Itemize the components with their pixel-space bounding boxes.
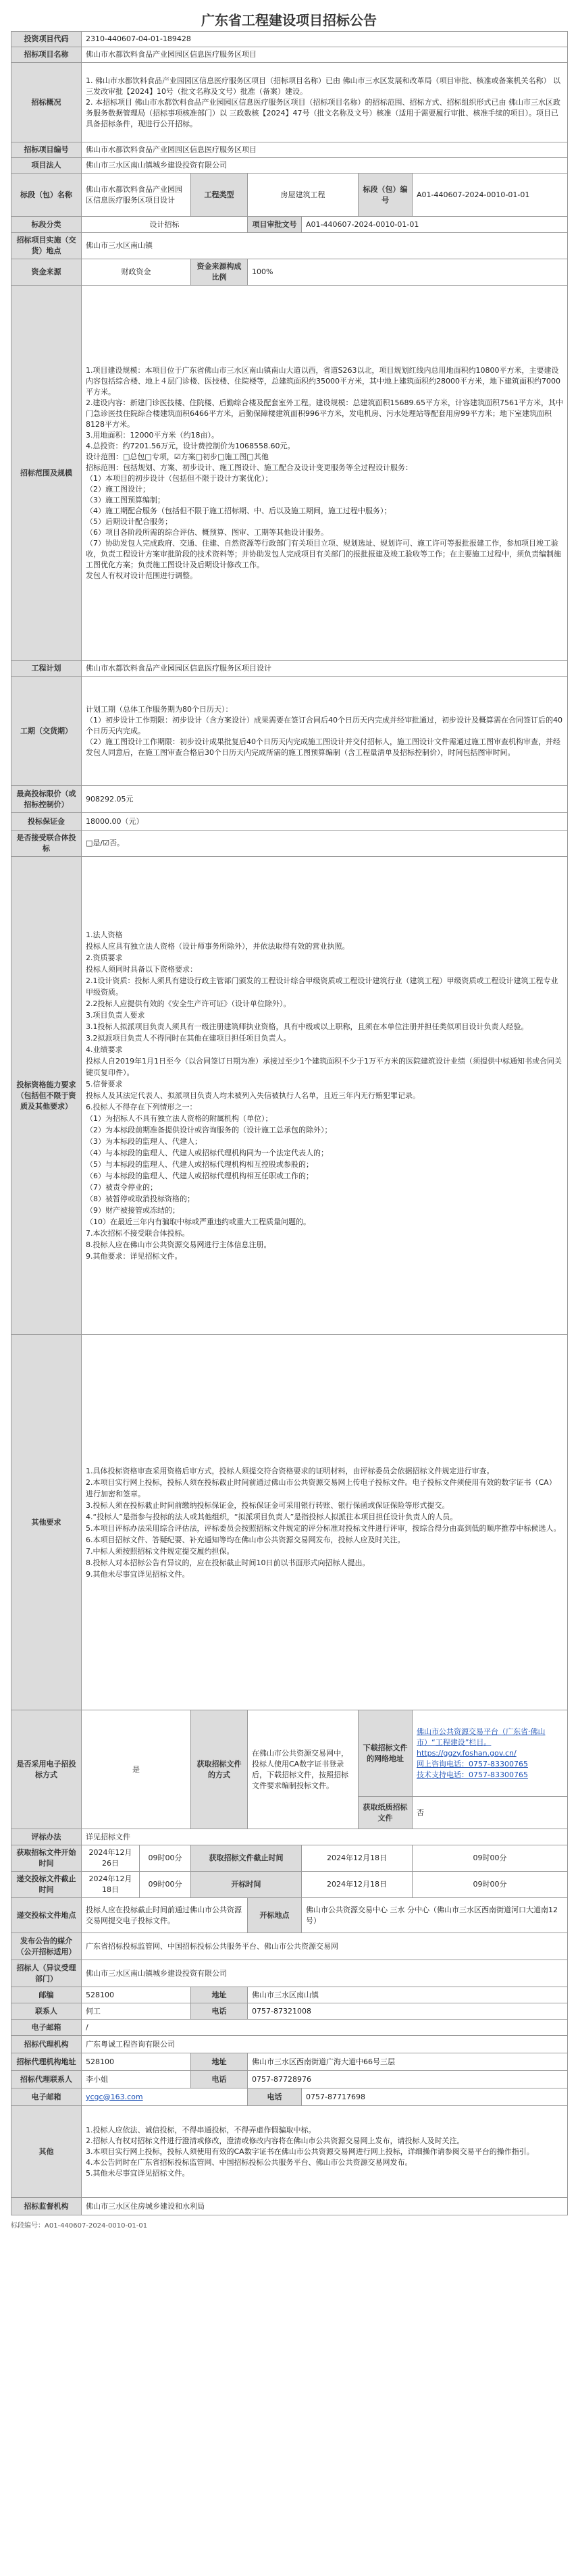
value-a-addr: 佛山市三水区西南街道广海大道中66号三层 [248,2053,568,2071]
page-title: 广东省工程建设项目招标公告 [201,12,377,28]
label-agent-contact: 招标代理联系人 [11,2071,82,2088]
label-tenderer: 招标人（异议受理部门） [11,1960,82,1987]
label-platform: 获取招标文件的方式 [191,1710,248,1829]
value-scope: 1.项目建设规模：本项目位于广东省佛山市三水区南山镇南山大道以西，省道S263以北，项目规划红线内总用地面积约10800平方米，主要建设内容包括综合楼、地上４层门诊楼、医技楼、住院楼等，总建筑面积约35000平方米，其中地上建筑面积约28000平方米，地下建筑面积约7000平方米。 2.建设内容：新建门诊医技楼、住院楼、后勤综合楼及配套室外工程。建设规模：总建筑面积15689.65平方米，计容建筑面积7561平方米，其中门急诊医技住院综合楼建筑面积6466平方米，后勤保障楼建筑面积996平方米，发电机房、污水处理站等配套用房99平方米；地下室建筑面积8128平方米。 3.用地面积：12000平方米（约18亩）。 4.总投资：约7201.56万元，设计费控制价为1068558.60元。 设计范围：□总包□专项，☑方案□初步□施工图□其他 招标范围：包括规划、方案、初步设计、施工图设计、施工配合及设计变更服务等全过程设计服务： （1）本项目的初步设计（包括但不限于设计方案优化）； （2）施工图设计； （3）施工图预算编制； （4）施工期配合服务（包括但不限于施工招标期、中、后以及施工期间，施工过程中服务）； （5）后期设计配合服务； （6）项目各阶段所需的综合评估、概预算、图审、工期等其他设计服务。 （7）协助发包人完成政府、交通、住建、自然资源等行政部门有关项目立项、规划选址、规划许可、施工许可等报批报建工作，参加项目竣工验收，负责工程设计方案审批阶段的技术资料等；并协助发包人完成项目有关部门的报批报建及竣工验收等工作；在主要施工过程中，须负责编制施工图优化方案；负责施工图设计及后期设计修改工作。 发包人有权对设计范围进行调整。 [82,286,568,661]
row-qualification [11,857,568,1335]
label-period: 工期（交货期） [11,677,82,786]
value-plan: 佛山市水都饮料食品产业园园区信息医疗服务区项目设计 [82,661,568,677]
label-t-addr: 地址 [191,1987,248,2003]
label-location: 招标项目实施（交货）地点 [11,233,82,259]
label-download: 下载招标文件的网络地址 [359,1710,413,1797]
value-seg-code: A01-440607-2024-0010-01-01 [413,174,568,217]
row-project-name [11,47,568,63]
row-address [11,1898,568,1933]
value-joint: □是/☑否。 [82,831,568,857]
row-doc-time [11,1845,568,1872]
value-download [413,1710,568,1797]
value-a-tel2: 0757-87717698 [302,2088,568,2106]
value-project-name: 佛山市水都饮料食品产业园园区信息医疗服务区项目 [82,47,568,63]
label-content-type: 工程类型 [191,174,248,217]
value-exempt: 佛山市水都饮料食品产业园园区信息医疗服务区项目 [82,142,568,158]
row-agent [11,2036,568,2053]
label-approval: 项目审批文号 [248,217,302,233]
value-content-type: 房屋建筑工程 [248,174,359,217]
label-t-zip: 邮编 [11,1987,82,2003]
value-approval: A01-440607-2024-0010-01-01 [302,217,568,233]
value-bid-open-time: 09时00分 [413,1872,568,1898]
label-a-addr: 地址 [191,2053,248,2071]
label-seg-name: 标段（包）名称 [11,174,82,217]
value-other: 1.具体投标资格审查采用资格后审方式，投标人须提交符合资格要求的证明材料，由评标委员会依据招标文件规定进行审查。 2.本项目实行网上投标，投标人须在投标截止时间前通过佛山市公共资源交易网上传电子投标文件。电子投标文件须使用有效的数字证书（CA）进行加密和签章。 3.投标人须在投标截止时间前缴纳投标保证金，投标保证金可采用银行转账、银行保函或保证保险等形式提交。 4.“投标人”是指参与投标的法人或其他组织，“拟派项目负责人”是指投标人拟派往本项目担任设计负责人的人员。 5.本项目评标办法采用综合评估法，评标委员会按照招标文件规定的评分标准对投标文件进行评审，按综合得分由高到低的顺序推荐中标候选人。 6.本项目招标文件、答疑纪要、补充通知等均在佛山市公共资源交易网发布，投标人应及时关注。 7.中标人须按照招标文件规定提交履约担保。 8.投标人对本招标公告有异议的，应在投标截止时间10日前以书面形式向招标人提出。 9.其他未尽事宜详见招标文件。 [82,1335,568,1710]
row-scope [11,286,568,661]
value-agent: 广东粤诚工程咨询有限公司 [82,2036,568,2053]
label-budget: 最高投标限价（或招标控制价） [11,786,82,813]
footer-code: 标段编号：A01-440607-2024-0010-01-01 [11,2222,148,2230]
label-overview: 招标概况 [11,63,82,142]
value-notes: 1.投标人应依法、诚信投标，不得串通投标，不得弄虚作假骗取中标。 2.招标人有权对招标文件进行澄清或修改，澄清或修改内容将在佛山市公共资源交易网上发布，请投标人及时关注。 3.本项目实行网上投标，投标人须使用有效的CA数字证书在佛山市公共资源交易网进行网上投标，详细操作请参阅交易平台的操作指引。 4.本公告同时在广东省招标投标监管网、中国招标投标公共服务平台、佛山市公共资源交易网发布。 5.其他未尽事宜详见招标文件。 [82,2106,568,2198]
row-exempt [11,142,568,158]
row-eval [11,1829,568,1845]
value-t-email: / [82,2020,568,2036]
label-t-phone: 电话 [191,2003,248,2020]
row-overview [11,63,568,142]
label-project-name: 招标项目名称 [11,47,82,63]
label-doc-end: 获取招标文件截止时间 [191,1845,302,1872]
row-location [11,233,568,259]
value-a-phone: 0757-87728976 [248,2071,568,2088]
value-media: 广东省招标投标监管网、中国招标投标公共服务平台、佛山市公共资源交易网 [82,1933,568,1960]
row-budget [11,786,568,813]
notice-table [11,31,568,2215]
label-open-addr: 开标地点 [248,1898,302,1933]
row-tenderer-contact [11,2003,568,2020]
row-eprocure [11,1710,568,1797]
label-t-contact: 联系人 [11,2003,82,2020]
value-eprocure: 是 [82,1710,191,1829]
value-budget: 908292.05元 [82,786,568,813]
row-media [11,1933,568,1960]
row-period [11,677,568,786]
value-supervisor: 佛山市三水区住房城乡建设和水利局 [82,2198,568,2215]
value-a-zip: 528100 [82,2053,191,2071]
value-bid-addr: 投标人应在投标截止时间前通过佛山市公共资源交易网提交电子投标文件。 [82,1898,248,1933]
label-agent-addr: 招标代理机构地址 [11,2053,82,2071]
value-eval: 详见招标文件 [82,1829,568,1845]
value-t-phone: 0757-87321008 [248,2003,568,2020]
row-tenderer [11,1960,568,1987]
value-doc-start-time: 09时00分 [140,1845,191,1872]
row-notes [11,2106,568,2198]
row-tenderer-zip [11,1987,568,2003]
value-t-contact: 何工 [82,2003,191,2020]
label-schedule: 标段分类 [11,217,82,233]
label-notes: 其他 [11,2106,82,2198]
row-agent-email [11,2088,568,2106]
label-joint: 是否接受联合体投标 [11,831,82,857]
row-agent-contact [11,2071,568,2088]
value-t-zip: 528100 [82,1987,191,2003]
value-project-code: 2310-440607-04-01-189428 [82,32,568,47]
label-bid-end: 递交投标文件截止时间 [11,1872,82,1898]
label-agent: 招标代理机构 [11,2036,82,2053]
row-joint [11,831,568,857]
row-agent-addr [11,2053,568,2071]
value-bid-end-date: 2024年12月18日 [82,1872,140,1898]
label-fund-source: 资金来源 [11,259,82,286]
label-bid-addr: 递交投标文件地点 [11,1898,82,1933]
download-link[interactable]: 佛山市公共资源交易平台（广东省·佛山市）“工程建设”栏目。 https://ggzy.foshan.gov.cn/ 网上咨询电话：0757-83300765 技术支持电话：0757-83300765 [417,1727,546,1779]
label-exempt: 招标项目编号 [11,142,82,158]
value-location: 佛山市三水区南山镇 [82,233,568,259]
agent-email-link[interactable]: ycgc@163.com [86,2092,143,2101]
label-supervisor: 招标监督机构 [11,2198,82,2215]
value-fund-source: 财政资金 [82,259,191,286]
label-qualification: 投标资格能力要求（包括但不限于资质及其他要求） [11,857,82,1335]
row-project-code [11,32,568,47]
value-bid-end-time: 09时00分 [140,1872,191,1898]
label-a-phone: 电话 [191,2071,248,2088]
row-supervisor [11,2198,568,2215]
label-bid-open: 开标时间 [191,1872,302,1898]
value-open-addr: 佛山市公共资源交易中心 三水 分中心（佛山市三水区西南街道河口大道南12号） [302,1898,568,1933]
label-doc-start: 获取招标文件开始时间 [11,1845,82,1872]
row-owner [11,158,568,174]
row-plan [11,661,568,677]
label-paper: 获取纸质招标文件 [359,1797,413,1829]
value-doc-start-date: 2024年12月26日 [82,1845,140,1872]
value-fund-ratio: 100% [248,259,568,286]
value-overview: 1. 佛山市水都饮料食品产业园园区信息医疗服务区项目（招标项目名称）已由 佛山市三水区发展和改革局（项目审批、核准或备案机关名称） 以 三发改审批【2024】10号（批文名称及文号）批准（备案）建设。 2. 本招标项目 佛山市水都饮料食品产业园园区信息医疗服务区项目（招标项目名称）的招标范围、招标方式、招标组织形式已由 佛山市三水区政务服务数据管理局（招标事项核准部门）以 三政数核【2024】47号（批文名称及文号）核准（适用于需要履行审批、核准手续的项目）。项目已具备招标条件，现进行公开招标。 [82,63,568,142]
value-a-contact: 李小姐 [82,2071,191,2088]
value-t-addr: 佛山市三水区南山镇 [248,1987,568,2003]
label-eval: 评标办法 [11,1829,82,1845]
label-owner: 项目法人 [11,158,82,174]
row-tenderer-email [11,2020,568,2036]
label-a-email: 电子邮箱 [11,2088,82,2106]
value-platform: 在佛山市公共资源交易网中，投标人使用CA数字证书登录后，下载招标文件，按照招标文件要求编制投标文件。 [248,1710,359,1829]
row-guarantee [11,813,568,831]
value-period: 计划工期（总体工作服务期为80个日历天）： （1）初步设计工作期限：初步设计（含方案设计）成果需要在签订合同后40个日历天内完成并经审批通过，初步设计及概算需在合同签订后的40个日历天内完成。 （2）施工图设计工作期限：初步设计成果批复后40个日历天内完成施工图设计并交付招标人，施工图设计文件需通过施工图审查机构审查，并经发包人同意后，在施工图审查合格后30个日历天内完成所需的施工图预算编制（含工程量清单及招标控制价），时间包括图审时间。 [82,677,568,786]
label-plan: 工程计划 [11,661,82,677]
value-paper: 否 [413,1797,568,1829]
value-doc-end-date: 2024年12月18日 [302,1845,413,1872]
label-scope: 招标范围及规模 [11,286,82,661]
value-doc-end-time: 09时00分 [413,1845,568,1872]
row-schedule [11,217,568,233]
label-eprocure: 是否采用电子招投标方式 [11,1710,82,1829]
row-bid-time [11,1872,568,1898]
label-media: 发布公告的媒介（公开招标适用） [11,1933,82,1960]
value-schedule-type: 设计招标 [82,217,248,233]
value-qualification: 1.法人资格 投标人应具有独立法人资格（设计师事务所除外），并依法取得有效的营业执照。 2.资质要求 投标人须同时具备以下资格要求： 2.1设计资质：投标人须具有建设行政主管部门颁发的工程设计综合甲级资质或工程设计建筑行业（建筑工程）甲级资质或工程设计建筑工程专业甲级资质。 2.2投标人应提供有效的《安全生产许可证》（设计单位除外）。 3.项目负责人要求 3.1投标人拟派项目负责人须具有一级注册建筑师执业资格，具有中级或以上职称，且须在本单位注册并担任类似项目设计负责人经验。 3.2拟派项目负责人不得同时在其他在建项目担任项目负责人。 4.业绩要求 投标人自2019年1月1日至今（以合同签订日期为准）承接过至少1个建筑面积不少于1万平方米的医院建筑设计业绩（须提供中标通知书或合同关键页复印件）。 5.信誉要求 投标人及其法定代表人、拟派项目负责人均未被列入失信被执行人名单，且近三年内无行贿犯罪记录。 6.投标人不得存在下列情形之一： （1）为招标人不具有独立法人资格的附属机构（单位）； （2）为本标段前期准备提供设计或咨询服务的（设计施工总承包的除外）； （3）为本标段的监理人、代建人； （4）与本标段的监理人、代建人或招标代理机构同为一个法定代表人的； （5）与本标段的监理人、代建人或招标代理机构相互控股或参股的； （6）与本标段的监理人、代建人或招标代理机构相互任职或工作的； （7）被责令停业的； （8）被暂停或取消投标资格的； （9）财产被接管或冻结的； （10）在最近三年内有骗取中标或严重违约或重大工程质量问题的。 7.本次招标不接受联合体投标。 8.投标人应在佛山市公共资源交易网进行主体信息注册。 9.其他要求：详见招标文件。 [82,857,568,1335]
label-project-code: 投资项目代码 [11,32,82,47]
value-tenderer: 佛山市三水区南山镇城乡建设投资有限公司 [82,1960,568,1987]
label-other: 其他要求 [11,1335,82,1710]
value-owner: 佛山市三水区南山镇城乡建设投资有限公司 [82,158,568,174]
label-a-tel2: 电话 [248,2088,302,2106]
label-fund-ratio: 资金来源构成比例 [191,259,248,286]
row-other [11,1335,568,1710]
label-guarantee: 投标保证金 [11,813,82,831]
label-t-email: 电子邮箱 [11,2020,82,2036]
value-a-email [82,2088,248,2106]
row-fund [11,259,568,286]
value-guarantee: 18000.00（元） [82,813,568,831]
label-seg-code: 标段（包）编号 [359,174,413,217]
value-seg-name: 佛山市水都饮料食品产业园园区信息医疗服务区项目设计 [82,174,191,217]
row-segment [11,174,568,217]
value-bid-open-date: 2024年12月18日 [302,1872,413,1898]
